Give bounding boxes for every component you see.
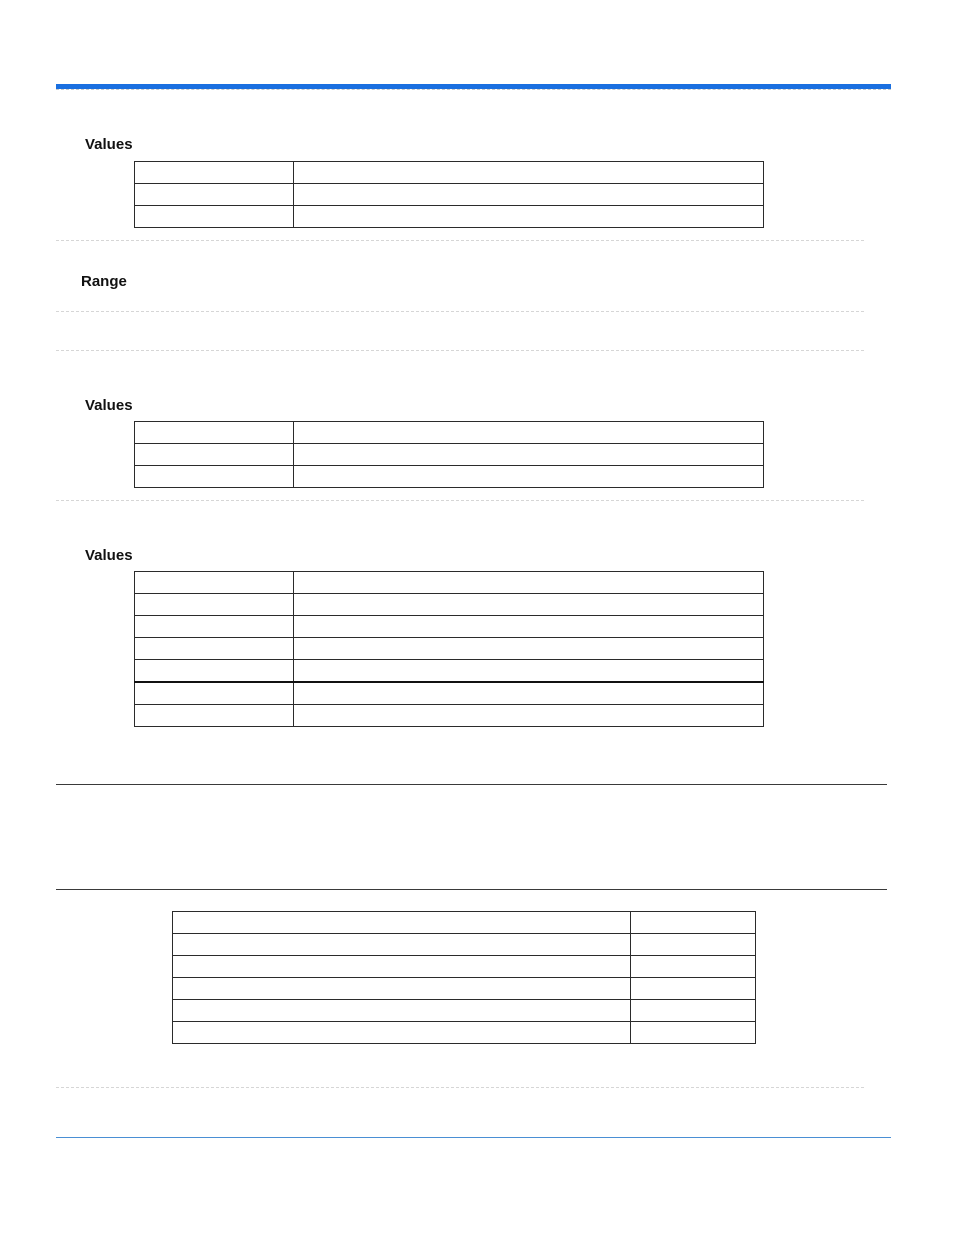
table-row — [135, 572, 764, 594]
table-row — [173, 956, 756, 978]
table-row — [135, 162, 764, 184]
table-cell — [294, 638, 764, 660]
table-cell — [173, 1022, 631, 1044]
header-divider — [56, 89, 891, 90]
table-row — [135, 184, 764, 206]
table-cell — [631, 912, 756, 934]
table-row — [135, 466, 764, 488]
section-divider — [56, 350, 864, 351]
values-table-2 — [134, 421, 764, 488]
table-cell — [135, 572, 294, 594]
table-cell — [135, 705, 294, 727]
table-cell — [294, 162, 764, 184]
table-cell — [135, 162, 294, 184]
table-cell — [135, 594, 294, 616]
table-cell — [294, 206, 764, 228]
table-cell — [135, 184, 294, 206]
table-cell — [294, 682, 764, 705]
table-cell — [135, 682, 294, 705]
table-row — [135, 206, 764, 228]
table-cell — [173, 978, 631, 1000]
footer-rule — [56, 1137, 891, 1138]
table-cell — [135, 660, 294, 683]
table-cell — [135, 638, 294, 660]
table-cell — [631, 934, 756, 956]
table-cell — [294, 184, 764, 206]
table-cell — [135, 466, 294, 488]
table-cell — [294, 444, 764, 466]
table-cell — [135, 422, 294, 444]
table-row — [173, 934, 756, 956]
table-row — [173, 1000, 756, 1022]
table-row — [173, 978, 756, 1000]
table-cell — [294, 422, 764, 444]
table-cell — [173, 1000, 631, 1022]
table-row — [135, 616, 764, 638]
table-cell — [294, 466, 764, 488]
table-row — [135, 705, 764, 727]
range-heading: Range — [81, 273, 127, 290]
section-divider — [56, 500, 864, 501]
table-cell — [173, 934, 631, 956]
table-cell — [294, 594, 764, 616]
values-heading-2: Values — [85, 397, 133, 414]
horizontal-rule — [56, 889, 887, 890]
table-row — [135, 682, 764, 705]
table-row — [173, 912, 756, 934]
section-divider — [56, 240, 864, 241]
table-cell — [294, 616, 764, 638]
values-table-1 — [134, 161, 764, 228]
table-row — [135, 444, 764, 466]
table-row — [173, 1022, 756, 1044]
table-cell — [294, 572, 764, 594]
table-cell — [135, 206, 294, 228]
table-cell — [173, 956, 631, 978]
table-cell — [135, 616, 294, 638]
table-cell — [173, 912, 631, 934]
table-cell — [631, 1022, 756, 1044]
table-cell — [294, 660, 764, 683]
table-row — [135, 638, 764, 660]
table-cell — [135, 444, 294, 466]
table-cell — [631, 956, 756, 978]
table-cell — [631, 1000, 756, 1022]
table-row — [135, 660, 764, 683]
horizontal-rule — [56, 784, 887, 785]
table-cell — [294, 705, 764, 727]
table-row — [135, 594, 764, 616]
section-divider — [56, 311, 864, 312]
bottom-table — [172, 911, 756, 1044]
table-cell — [631, 978, 756, 1000]
values-heading-1: Values — [85, 136, 133, 153]
section-divider — [56, 1087, 864, 1088]
table-row — [135, 422, 764, 444]
values-heading-3: Values — [85, 547, 133, 564]
values-table-3 — [134, 571, 764, 727]
